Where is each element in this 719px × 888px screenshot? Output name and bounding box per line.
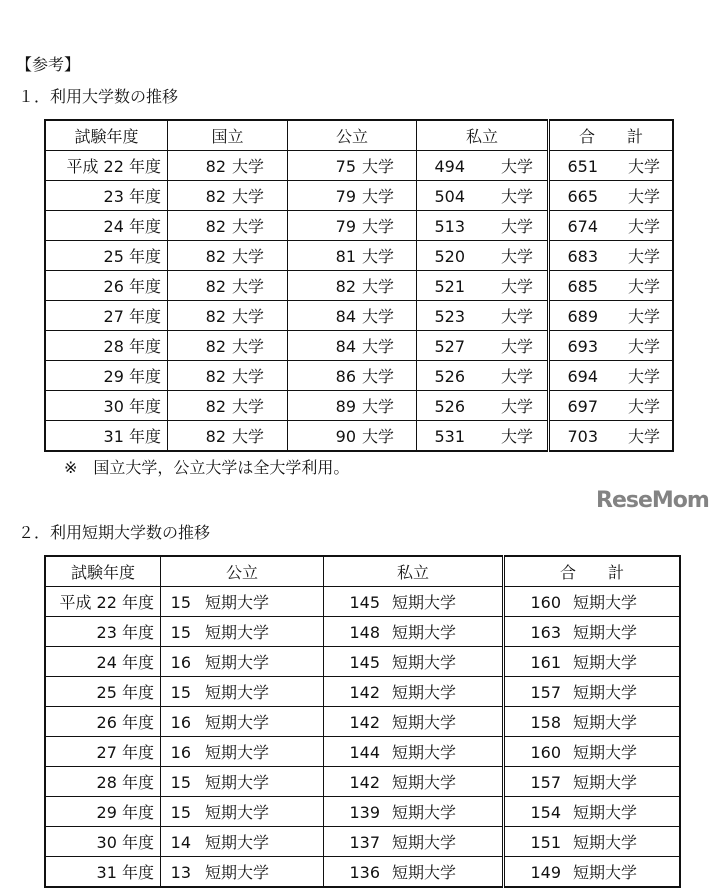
unit-label: 大学 (628, 337, 661, 356)
cell-private (324, 707, 504, 737)
unit-label: 短期大学 (205, 653, 270, 672)
cell-total (504, 767, 681, 797)
table-row (45, 331, 673, 361)
count-value: 665 (567, 187, 598, 206)
unit-label: 短期大学 (573, 593, 638, 612)
count-value: 142 (349, 713, 380, 732)
cell-private (417, 181, 549, 211)
table-row (45, 797, 680, 827)
cell-year: 27 年度 (45, 737, 161, 767)
count-value: 142 (349, 683, 380, 702)
count-value: 82 (335, 277, 356, 296)
cell-total (504, 677, 681, 707)
header-year: 試験年度 (45, 556, 161, 587)
count-value: 521 (434, 277, 465, 296)
unit-label: 大学 (501, 277, 534, 296)
unit-label: 短期大学 (392, 833, 457, 852)
cell-private (417, 211, 549, 241)
unit-label: 短期大学 (573, 623, 638, 642)
unit-label: 短期大学 (573, 683, 638, 702)
unit-label: 大学 (362, 397, 395, 416)
count-value: 75 (335, 157, 356, 176)
unit-label: 大学 (628, 277, 661, 296)
count-value: 674 (567, 217, 598, 236)
cell-year: 31 年度 (45, 857, 161, 888)
count-value: 82 (205, 307, 226, 326)
count-value: 142 (349, 773, 380, 792)
table-row (45, 827, 680, 857)
cell-national (168, 421, 288, 452)
cell-year: 24 年度 (45, 647, 161, 677)
cell-total (504, 587, 681, 617)
header-private: 私立 (324, 556, 504, 587)
cell-private (324, 647, 504, 677)
cell-total (504, 857, 681, 888)
cell-national (168, 301, 288, 331)
unit-label: 短期大学 (392, 863, 457, 882)
count-value: 136 (349, 863, 380, 882)
unit-label: 大学 (628, 307, 661, 326)
table-row (45, 647, 680, 677)
count-value: 144 (349, 743, 380, 762)
unit-label: 大学 (232, 337, 265, 356)
count-value: 685 (567, 277, 598, 296)
unit-label: 大学 (232, 397, 265, 416)
cell-total (549, 301, 674, 331)
unit-label: 大学 (232, 307, 265, 326)
unit-label: 大学 (362, 337, 395, 356)
cell-total (549, 391, 674, 421)
unit-label: 短期大学 (392, 593, 457, 612)
count-value: 15 (170, 593, 191, 612)
table-row (45, 677, 680, 707)
unit-label: 大学 (362, 157, 395, 176)
reference-label: 【参考】 (16, 55, 81, 74)
count-value: 163 (530, 623, 561, 642)
cell-public (161, 827, 324, 857)
cell-public (161, 767, 324, 797)
count-value: 148 (349, 623, 380, 642)
cell-year: 平成 22 年度 (45, 587, 161, 617)
table-row (45, 421, 673, 452)
table-row (45, 767, 680, 797)
unit-label: 大学 (362, 217, 395, 236)
cell-national (168, 331, 288, 361)
cell-national (168, 241, 288, 271)
header-national: 国立 (168, 120, 288, 151)
unit-label: 大学 (628, 247, 661, 266)
cell-public (161, 587, 324, 617)
count-value: 82 (205, 367, 226, 386)
header-public: 公立 (288, 120, 417, 151)
cell-public (288, 301, 417, 331)
unit-label: 短期大学 (205, 863, 270, 882)
cell-total (504, 827, 681, 857)
cell-total (504, 617, 681, 647)
unit-label: 短期大学 (392, 743, 457, 762)
unit-label: 短期大学 (573, 713, 638, 732)
cell-year: 29 年度 (45, 361, 168, 391)
count-value: 694 (567, 367, 598, 386)
count-value: 683 (567, 247, 598, 266)
count-value: 82 (205, 397, 226, 416)
unit-label: 大学 (362, 427, 395, 446)
cell-year: 28 年度 (45, 331, 168, 361)
cell-year: 平成 22 年度 (45, 151, 168, 181)
count-value: 527 (434, 337, 465, 356)
cell-year: 25 年度 (45, 677, 161, 707)
table-row (45, 271, 673, 301)
cell-private (324, 827, 504, 857)
header-year: 試験年度 (45, 120, 168, 151)
cell-total (504, 797, 681, 827)
count-value: 82 (205, 187, 226, 206)
unit-label: 短期大学 (392, 623, 457, 642)
cell-private (324, 767, 504, 797)
unit-label: 短期大学 (205, 803, 270, 822)
cell-national (168, 151, 288, 181)
cell-total (504, 707, 681, 737)
cell-public (161, 677, 324, 707)
cell-year: 28 年度 (45, 767, 161, 797)
cell-private (417, 271, 549, 301)
table-row (45, 857, 680, 888)
table-row (45, 391, 673, 421)
cell-private (324, 797, 504, 827)
table-row (45, 301, 673, 331)
unit-label: 短期大学 (573, 773, 638, 792)
count-value: 161 (530, 653, 561, 672)
count-value: 145 (349, 593, 380, 612)
cell-public (161, 797, 324, 827)
table-row (45, 181, 673, 211)
unit-label: 大学 (232, 427, 265, 446)
count-value: 90 (335, 427, 356, 446)
table-row (45, 617, 680, 647)
unit-label: 大学 (232, 247, 265, 266)
section1-title: １．利用大学数の推移 (18, 87, 179, 106)
table-row (45, 737, 680, 767)
unit-label: 短期大学 (573, 863, 638, 882)
unit-label: 短期大学 (205, 773, 270, 792)
count-value: 160 (530, 593, 561, 612)
table-row (45, 151, 673, 181)
count-value: 15 (170, 803, 191, 822)
section1-note: ※ 国立大学，公立大学は全大学利用。 (64, 458, 350, 477)
universities-table (44, 119, 674, 452)
unit-label: 短期大学 (205, 593, 270, 612)
cell-total (549, 241, 674, 271)
header-public: 公立 (161, 556, 324, 587)
table-header-row (45, 120, 673, 151)
cell-public (288, 391, 417, 421)
cell-public (161, 647, 324, 677)
unit-label: 大学 (362, 187, 395, 206)
count-value: 84 (335, 307, 356, 326)
unit-label: 大学 (628, 367, 661, 386)
cell-total (549, 181, 674, 211)
unit-label: 大学 (501, 217, 534, 236)
cell-public (161, 737, 324, 767)
section2-title: ２．利用短期大学数の推移 (18, 523, 211, 542)
count-value: 531 (434, 427, 465, 446)
resemom-watermark-logo: ReseMom (596, 488, 709, 513)
cell-private (417, 361, 549, 391)
unit-label: 短期大学 (573, 653, 638, 672)
count-value: 82 (205, 217, 226, 236)
cell-total (549, 421, 674, 452)
unit-label: 大学 (232, 217, 265, 236)
unit-label: 大学 (501, 337, 534, 356)
count-value: 137 (349, 833, 380, 852)
cell-year: 31 年度 (45, 421, 168, 452)
count-value: 15 (170, 773, 191, 792)
unit-label: 短期大学 (392, 653, 457, 672)
count-value: 651 (567, 157, 598, 176)
count-value: 81 (335, 247, 356, 266)
cell-private (417, 421, 549, 452)
count-value: 513 (434, 217, 465, 236)
unit-label: 大学 (232, 277, 265, 296)
cell-year: 23 年度 (45, 181, 168, 211)
table-row (45, 361, 673, 391)
unit-label: 大学 (501, 307, 534, 326)
cell-public (288, 151, 417, 181)
count-value: 89 (335, 397, 356, 416)
cell-private (417, 331, 549, 361)
unit-label: 短期大学 (205, 833, 270, 852)
unit-label: 短期大学 (573, 803, 638, 822)
cell-public (288, 421, 417, 452)
count-value: 82 (205, 427, 226, 446)
cell-national (168, 181, 288, 211)
cell-public (161, 617, 324, 647)
count-value: 13 (170, 863, 191, 882)
count-value: 79 (335, 217, 356, 236)
cell-total (549, 271, 674, 301)
count-value: 523 (434, 307, 465, 326)
cell-year: 30 年度 (45, 827, 161, 857)
count-value: 151 (530, 833, 561, 852)
unit-label: 短期大学 (392, 773, 457, 792)
cell-year: 26 年度 (45, 271, 168, 301)
unit-label: 大学 (501, 397, 534, 416)
count-value: 158 (530, 713, 561, 732)
count-value: 157 (530, 683, 561, 702)
count-value: 82 (205, 157, 226, 176)
count-value: 82 (205, 277, 226, 296)
cell-private (417, 391, 549, 421)
header-private: 私立 (417, 120, 549, 151)
count-value: 86 (335, 367, 356, 386)
cell-year: 23 年度 (45, 617, 161, 647)
unit-label: 大学 (362, 247, 395, 266)
unit-label: 大学 (362, 307, 395, 326)
cell-private (417, 301, 549, 331)
count-value: 16 (170, 743, 191, 762)
unit-label: 短期大学 (392, 683, 457, 702)
cell-public (288, 241, 417, 271)
table-row (45, 587, 680, 617)
unit-label: 短期大学 (205, 623, 270, 642)
count-value: 14 (170, 833, 191, 852)
unit-label: 大学 (628, 397, 661, 416)
cell-total (549, 361, 674, 391)
table-header-row (45, 556, 680, 587)
cell-public (288, 211, 417, 241)
unit-label: 大学 (628, 157, 661, 176)
table-row (45, 211, 673, 241)
cell-public (161, 707, 324, 737)
cell-national (168, 391, 288, 421)
count-value: 82 (205, 337, 226, 356)
unit-label: 大学 (232, 187, 265, 206)
junior-colleges-table (44, 555, 681, 888)
count-value: 84 (335, 337, 356, 356)
unit-label: 大学 (501, 247, 534, 266)
cell-private (324, 677, 504, 707)
count-value: 693 (567, 337, 598, 356)
table-row (45, 241, 673, 271)
unit-label: 短期大学 (392, 803, 457, 822)
cell-private (417, 151, 549, 181)
cell-private (324, 857, 504, 888)
unit-label: 短期大学 (205, 683, 270, 702)
cell-total (504, 647, 681, 677)
cell-year: 26 年度 (45, 707, 161, 737)
unit-label: 大学 (501, 367, 534, 386)
cell-total (504, 737, 681, 767)
cell-public (288, 271, 417, 301)
unit-label: 大学 (628, 187, 661, 206)
unit-label: 大学 (628, 427, 661, 446)
cell-private (417, 241, 549, 271)
unit-label: 大学 (501, 187, 534, 206)
count-value: 82 (205, 247, 226, 266)
cell-private (324, 587, 504, 617)
count-value: 689 (567, 307, 598, 326)
header-total: 合 計 (549, 120, 674, 151)
count-value: 79 (335, 187, 356, 206)
count-value: 494 (434, 157, 465, 176)
unit-label: 大学 (501, 157, 534, 176)
count-value: 697 (567, 397, 598, 416)
unit-label: 短期大学 (205, 743, 270, 762)
cell-public (161, 857, 324, 888)
unit-label: 短期大学 (573, 743, 638, 762)
cell-public (288, 331, 417, 361)
cell-year: 27 年度 (45, 301, 168, 331)
cell-total (549, 151, 674, 181)
count-value: 160 (530, 743, 561, 762)
count-value: 520 (434, 247, 465, 266)
count-value: 15 (170, 683, 191, 702)
unit-label: 短期大学 (573, 833, 638, 852)
cell-year: 24 年度 (45, 211, 168, 241)
table-row (45, 707, 680, 737)
count-value: 139 (349, 803, 380, 822)
count-value: 145 (349, 653, 380, 672)
header-total: 合 計 (504, 556, 681, 587)
count-value: 526 (434, 397, 465, 416)
cell-year: 25 年度 (45, 241, 168, 271)
count-value: 504 (434, 187, 465, 206)
cell-private (324, 737, 504, 767)
count-value: 157 (530, 773, 561, 792)
unit-label: 短期大学 (205, 713, 270, 732)
count-value: 16 (170, 653, 191, 672)
unit-label: 大学 (501, 427, 534, 446)
cell-national (168, 361, 288, 391)
cell-public (288, 361, 417, 391)
unit-label: 短期大学 (392, 713, 457, 732)
unit-label: 大学 (232, 367, 265, 386)
count-value: 15 (170, 623, 191, 642)
count-value: 16 (170, 713, 191, 732)
cell-year: 29 年度 (45, 797, 161, 827)
count-value: 703 (567, 427, 598, 446)
count-value: 526 (434, 367, 465, 386)
unit-label: 大学 (362, 367, 395, 386)
count-value: 149 (530, 863, 561, 882)
cell-national (168, 271, 288, 301)
cell-private (324, 617, 504, 647)
cell-total (549, 331, 674, 361)
cell-public (288, 181, 417, 211)
cell-national (168, 211, 288, 241)
cell-year: 30 年度 (45, 391, 168, 421)
unit-label: 大学 (628, 217, 661, 236)
unit-label: 大学 (362, 277, 395, 296)
unit-label: 大学 (232, 157, 265, 176)
cell-total (549, 211, 674, 241)
count-value: 154 (530, 803, 561, 822)
